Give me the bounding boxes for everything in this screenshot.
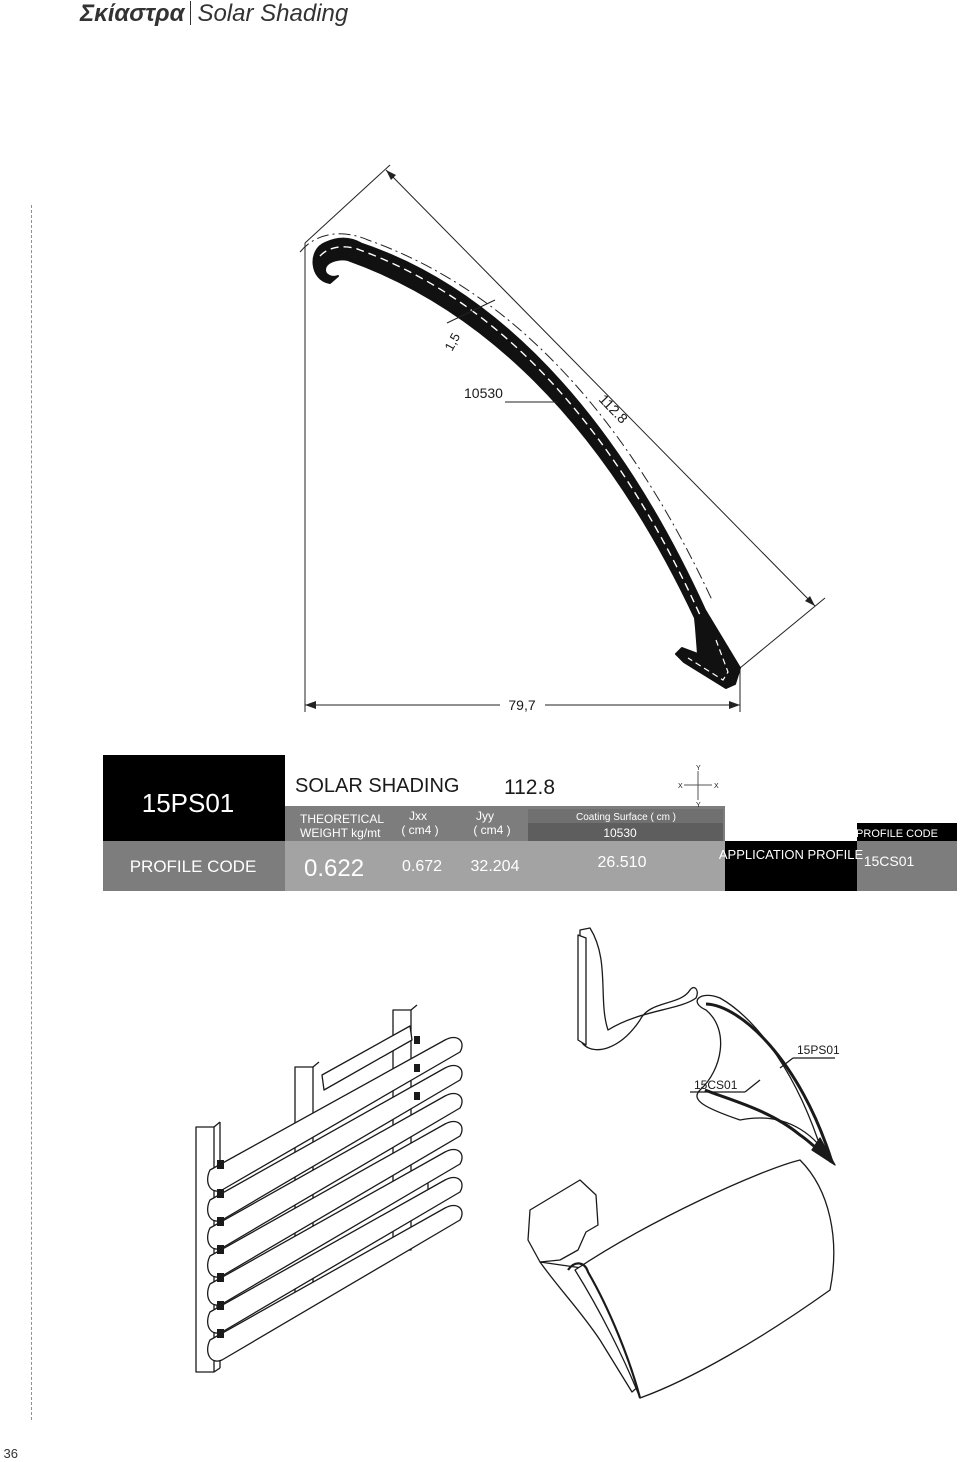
axis-y-bottom: Y [696, 802, 701, 809]
front-post-base [214, 1368, 220, 1372]
product-name: SOLAR SHADING [295, 775, 460, 797]
width-label: 79,7 [508, 697, 536, 713]
header-title-english: Solar Shading [197, 0, 349, 27]
jxx-label: Jxx [409, 809, 427, 823]
illustration-label-blade: 15PS01 [797, 1043, 840, 1057]
page-number: 36 [3, 1446, 18, 1461]
bracket-wall-plate [578, 935, 586, 1045]
axis-y-top: Y [696, 765, 701, 772]
illustration-label-bracket: 15CS01 [694, 1078, 738, 1092]
isometric-blade-illustration [528, 1160, 834, 1398]
profile-code-label: PROFILE CODE [129, 857, 257, 876]
coating-code: 10530 [603, 826, 637, 840]
bracket-section [579, 928, 698, 1050]
louver-assembly-illustration [196, 1005, 462, 1372]
front-post-edge [214, 1122, 220, 1127]
coating-value: 26.510 [597, 854, 647, 871]
blade-tail [812, 1138, 835, 1165]
header-title-greek: Σκίαστρα [80, 0, 185, 27]
app-code-value: 15CS01 [863, 853, 915, 869]
length-value: 112.8 [504, 776, 555, 799]
jyy-unit: ( cm4 ) [473, 823, 511, 837]
profile-id: 15PS01 [141, 788, 235, 818]
weight-label-line1: THEORETICAL [300, 812, 385, 826]
jyy-label: Jyy [476, 809, 494, 823]
coating-label: 10530 [464, 385, 503, 401]
axis-x-left: X [678, 783, 683, 790]
application-label: APPLICATION PROFILE [718, 847, 864, 862]
weight-value: 0.622 [304, 855, 365, 882]
app-code-label: PROFILE CODE [856, 828, 938, 840]
bracket-section-illustration [578, 928, 840, 1165]
rear-post-edge [411, 1005, 417, 1010]
weight-label-line2: WEIGHT kg/mt [300, 826, 381, 840]
jyy-value: 32.204 [470, 858, 520, 875]
mid-post-edge [313, 1062, 319, 1067]
jxx-value: 0.672 [401, 858, 443, 875]
front-post [196, 1127, 214, 1372]
thickness-label: 1,5 [441, 330, 464, 354]
jxx-unit: ( cm4 ) [401, 823, 439, 837]
coating-header: Coating Surface ( cm ) [575, 812, 677, 823]
chord-length-label: 112.8 [595, 390, 631, 427]
iso-bracket-plate [528, 1180, 598, 1262]
axis-x-right: X [714, 783, 719, 790]
